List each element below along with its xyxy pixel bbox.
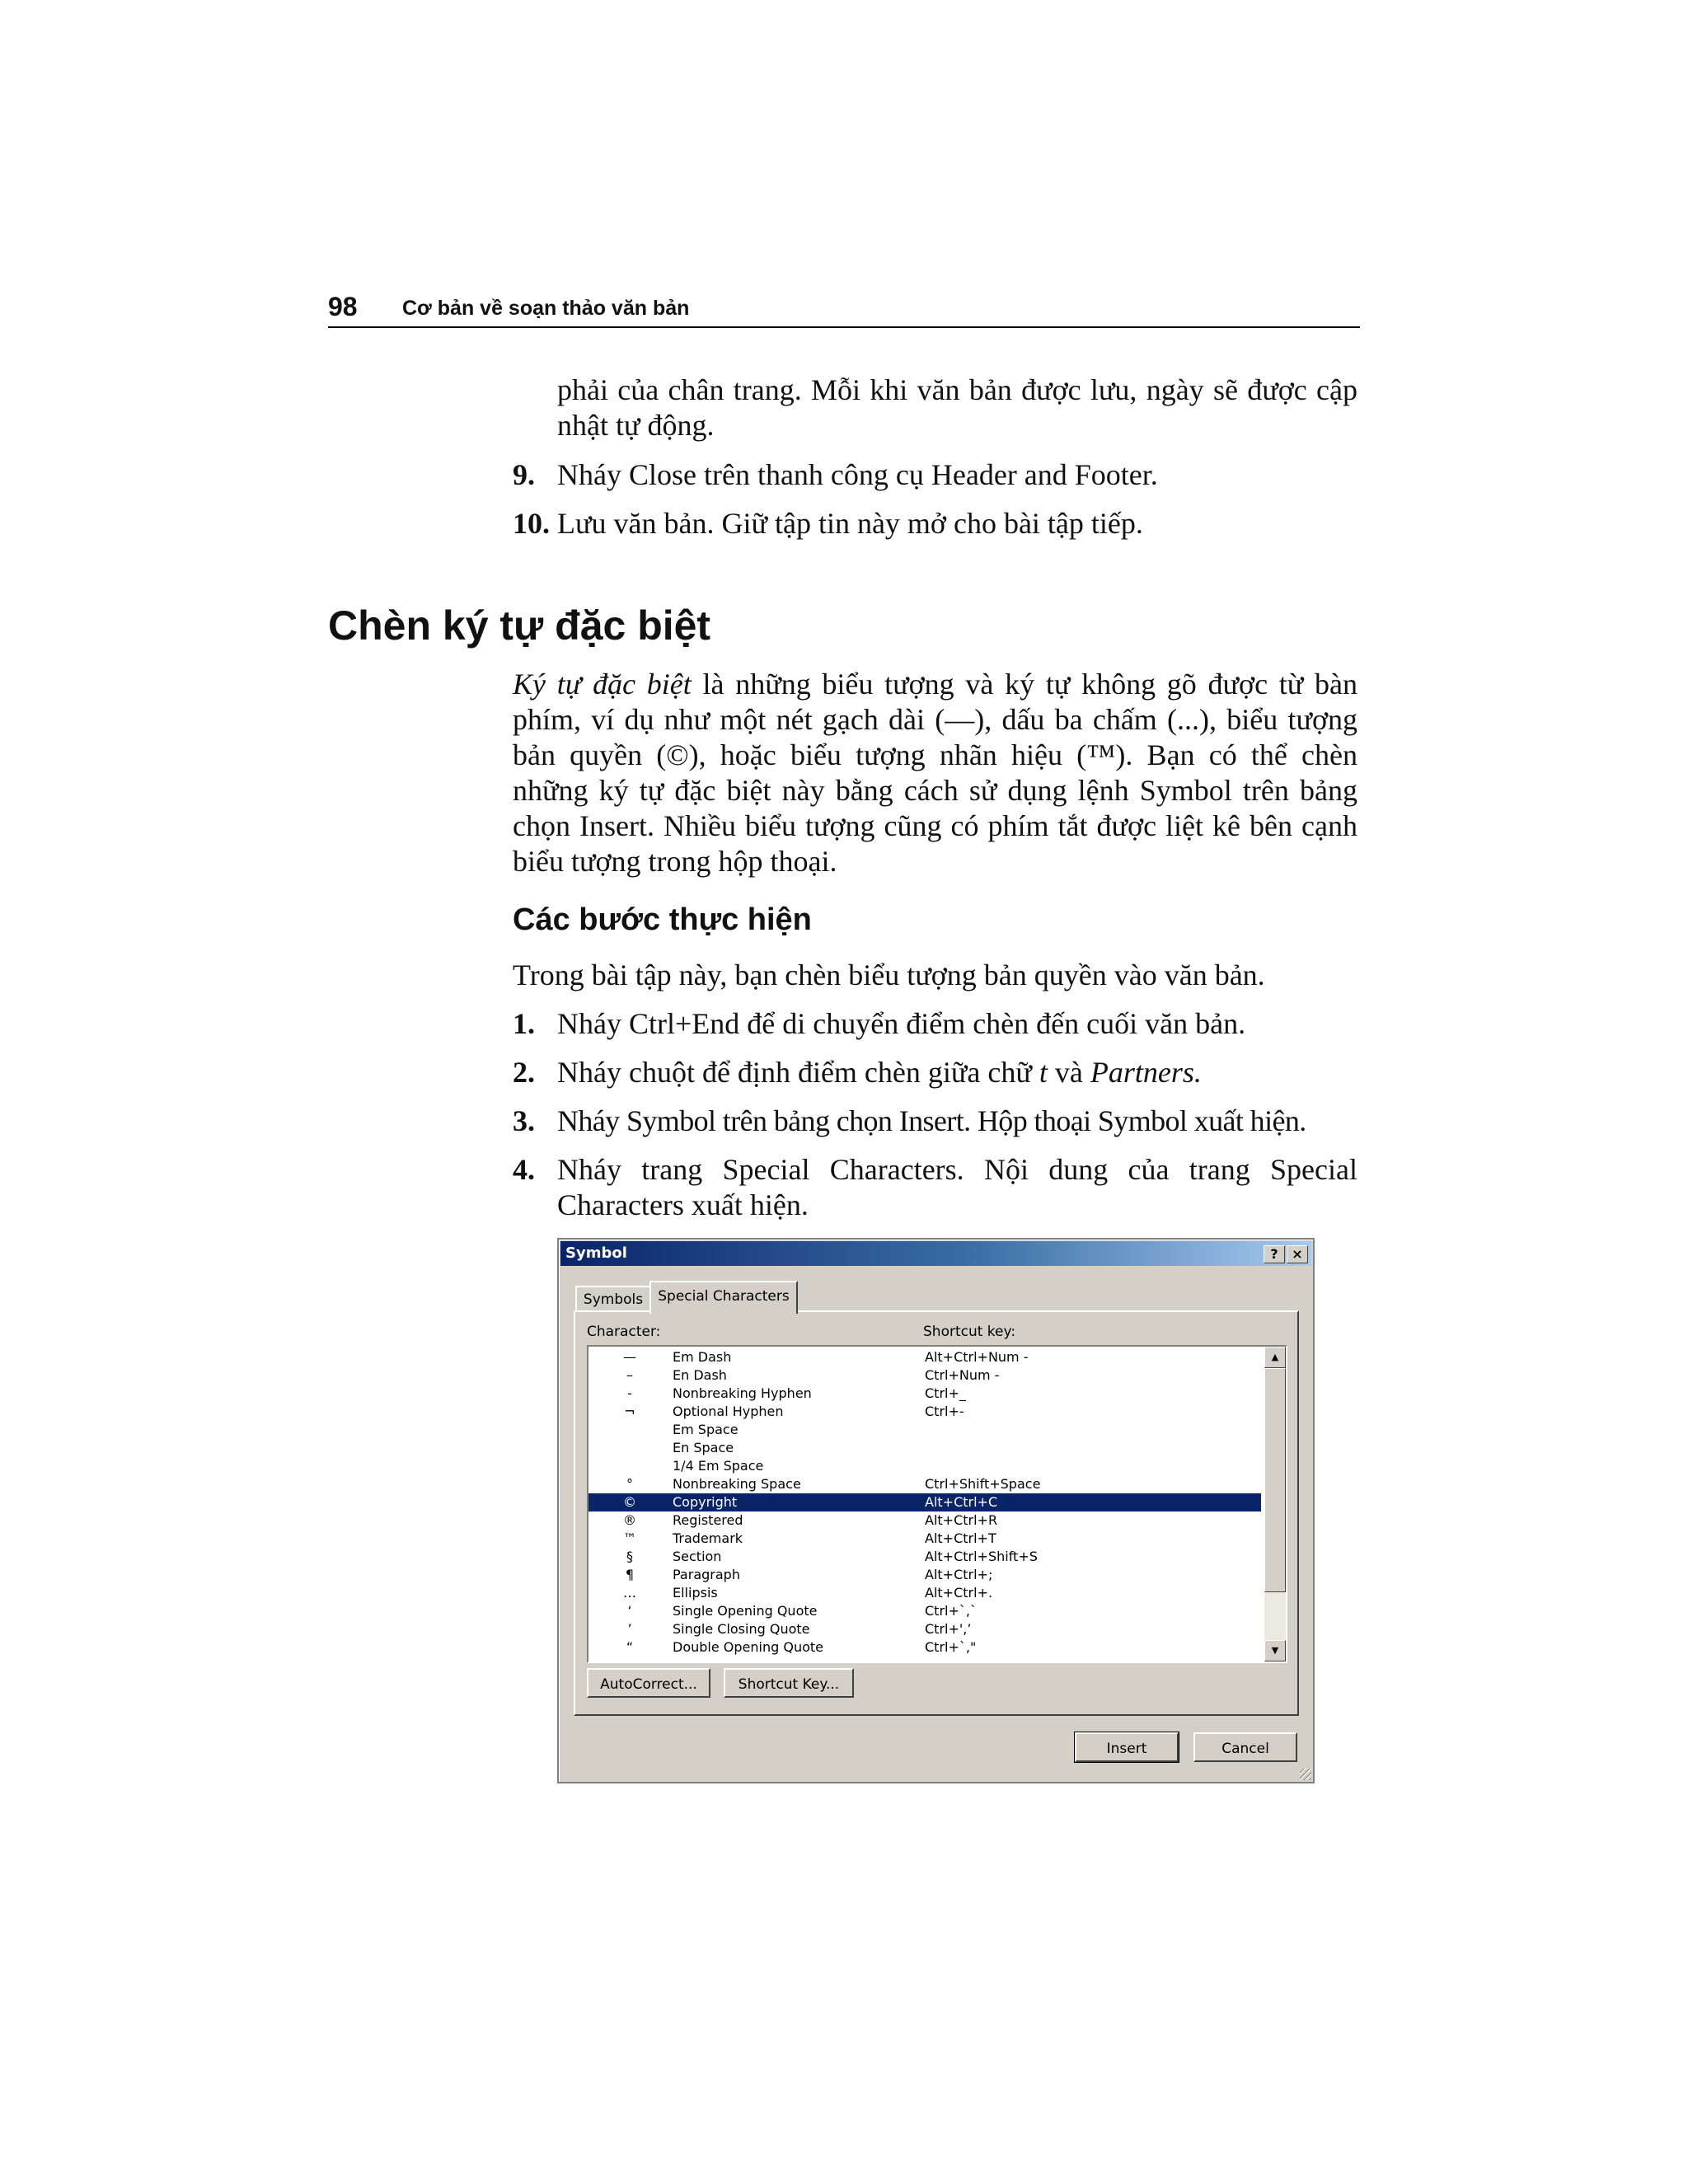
close-button[interactable]: × <box>1287 1245 1308 1263</box>
step-item <box>513 1152 1357 1223</box>
dialog-titlebar[interactable] <box>560 1241 1311 1266</box>
row-name: Double Opening Quote <box>673 1639 823 1655</box>
list-row[interactable] <box>588 1511 1261 1530</box>
list-item <box>513 457 1357 493</box>
list-row[interactable] <box>588 1493 1261 1511</box>
row-shortcut: Alt+Ctrl+; <box>925 1567 993 1582</box>
shortcut-key-button[interactable]: Shortcut Key... <box>724 1668 854 1698</box>
step-number: 4. <box>513 1153 535 1186</box>
character-label: Character: <box>587 1324 661 1340</box>
step-text-part: và <box>1047 1056 1090 1089</box>
list-row[interactable] <box>588 1530 1261 1548</box>
row-character: © <box>623 1494 636 1510</box>
row-name: Em Dash <box>673 1349 732 1365</box>
item-number: 10. <box>513 507 550 540</box>
step-item <box>513 1104 1357 1139</box>
row-name: Nonbreaking Space <box>673 1476 801 1492</box>
row-name: Paragraph <box>673 1567 740 1582</box>
cancel-button[interactable]: Cancel <box>1193 1732 1297 1762</box>
running-title: Cơ bản về soạn thảo văn bản <box>402 297 690 320</box>
row-name: Copyright <box>673 1494 738 1510</box>
scroll-up-icon[interactable]: ▲ <box>1264 1347 1286 1368</box>
list-row[interactable] <box>588 1638 1261 1657</box>
row-name: En Space <box>673 1440 734 1455</box>
list-row[interactable] <box>588 1439 1261 1457</box>
list-row[interactable] <box>588 1548 1261 1566</box>
row-character: ™ <box>623 1530 636 1546</box>
list-row[interactable] <box>588 1566 1261 1584</box>
running-header <box>328 290 1360 328</box>
tab-symbols[interactable]: Symbols <box>575 1286 651 1312</box>
step-number: 3. <box>513 1104 535 1137</box>
row-character: ’ <box>627 1621 632 1637</box>
continuation-paragraph: phải của chân trang. Mỗi khi văn bản được lưu, ngày sẽ được cập nhật tự động. <box>557 373 1357 442</box>
step-text <box>557 1055 1357 1090</box>
step-number: 1. <box>513 1007 535 1040</box>
row-shortcut: Alt+Ctrl+T <box>925 1530 996 1546</box>
row-name: Single Closing Quote <box>673 1621 810 1637</box>
row-shortcut: Alt+Ctrl+R <box>925 1512 998 1528</box>
page-number: 98 <box>328 292 358 321</box>
special-characters-pane <box>574 1310 1299 1716</box>
section-title: Chèn ký tự đặc biệt <box>328 602 711 649</box>
row-character: … <box>623 1585 636 1601</box>
step-text-italic: t <box>1039 1056 1048 1089</box>
row-shortcut: Ctrl+- <box>925 1404 964 1419</box>
row-name: Single Opening Quote <box>673 1603 818 1619</box>
step-number: 2. <box>513 1056 535 1089</box>
item-number: 9. <box>513 458 535 491</box>
list-row[interactable] <box>588 1475 1261 1493</box>
row-name: Section <box>673 1549 722 1564</box>
step-item <box>513 1006 1357 1042</box>
step-text: Nháy Symbol trên bảng chọn Insert. Hộp thoại Symbol xuất hiện. <box>557 1104 1306 1137</box>
scroll-thumb[interactable] <box>1264 1368 1286 1592</box>
help-button[interactable]: ? <box>1264 1245 1285 1263</box>
row-shortcut: Alt+Ctrl+. <box>925 1585 993 1601</box>
row-character: § <box>626 1549 633 1564</box>
intro-rest: là những biểu tượng và ký tự không gõ được từ bàn phím, ví dụ như một nét gạch dài (—), dấu ba chấm (...), biểu tượng bản quyền (©), hoặc biểu tượng nhãn hiệu (™). Bạn có thể chèn những ký tự đặc biệt này bằng cách sử dụng lệnh Symbol trên bảng chọn Insert. Nhiều biểu tượng cũng có phím tắt được liệt kê bên cạnh biểu tượng trong hộp thoại. <box>513 668 1357 878</box>
step-text: Nháy Ctrl+End để di chuyển điểm chèn đến cuối văn bản. <box>557 1007 1246 1040</box>
row-shortcut: Alt+Ctrl+Num - <box>925 1349 1029 1365</box>
scroll-down-icon[interactable]: ▼ <box>1264 1640 1286 1661</box>
row-character: ‘ <box>627 1603 632 1619</box>
row-name: 1/4 Em Space <box>673 1458 764 1474</box>
insert-button[interactable]: Insert <box>1075 1732 1179 1762</box>
item-text: Nháy Close trên thanh công cụ Header and Footer. <box>557 458 1158 491</box>
step-text-italic: Partners. <box>1090 1056 1202 1089</box>
list-row[interactable] <box>588 1620 1261 1638</box>
row-name: En Dash <box>673 1367 727 1383</box>
vertical-scrollbar[interactable] <box>1264 1347 1286 1661</box>
row-name: Trademark <box>673 1530 743 1546</box>
row-character: — <box>623 1349 636 1365</box>
step-text-part: Nháy chuột để định điểm chèn giữa chữ <box>557 1056 1039 1089</box>
row-shortcut: Ctrl+`,` <box>925 1603 977 1619</box>
row-shortcut: Alt+Ctrl+C <box>925 1494 998 1510</box>
resize-grip-icon[interactable] <box>1300 1769 1311 1780</box>
row-name: Ellipsis <box>673 1585 718 1601</box>
list-row[interactable] <box>588 1584 1261 1602</box>
row-shortcut: Ctrl+Num - <box>925 1367 1000 1383</box>
list-row[interactable] <box>588 1421 1261 1439</box>
row-name: Em Space <box>673 1422 738 1437</box>
row-character: “ <box>626 1639 634 1655</box>
row-character: – <box>626 1367 633 1383</box>
row-character: ¶ <box>625 1567 635 1582</box>
symbol-dialog <box>557 1238 1315 1783</box>
step-item <box>513 1055 1357 1090</box>
list-row[interactable] <box>588 1403 1261 1421</box>
row-shortcut: Alt+Ctrl+Shift+S <box>925 1549 1038 1564</box>
list-row[interactable] <box>588 1348 1261 1366</box>
row-character: ¬ <box>624 1404 635 1419</box>
row-shortcut: Ctrl+_ <box>925 1385 966 1401</box>
row-character: ° <box>626 1476 633 1492</box>
row-name: Optional Hyphen <box>673 1404 784 1419</box>
special-characters-list[interactable] <box>587 1345 1287 1663</box>
row-name: Nonbreaking Hyphen <box>673 1385 812 1401</box>
list-row[interactable] <box>588 1457 1261 1475</box>
subheading: Các bước thực hiện <box>513 902 812 937</box>
row-shortcut: Ctrl+`," <box>925 1639 977 1655</box>
intro-paragraph <box>513 667 1357 879</box>
autocorrect-button[interactable]: AutoCorrect... <box>587 1668 710 1698</box>
step-text: Nháy trang Special Characters. Nội dung của trang Special Characters xuất hiện. <box>557 1153 1357 1221</box>
list-row[interactable] <box>588 1385 1261 1403</box>
lead-paragraph: Trong bài tập này, bạn chèn biểu tượng bản quyền vào văn bản. <box>513 958 1265 991</box>
list-row[interactable] <box>588 1602 1261 1620</box>
shortcut-key-label: Shortcut key: <box>923 1324 1016 1340</box>
item-text: Lưu văn bản. Giữ tập tin này mở cho bài tập tiếp. <box>557 507 1143 540</box>
row-shortcut: Ctrl+Shift+Space <box>925 1476 1041 1492</box>
list-item <box>513 506 1357 541</box>
row-character: - <box>627 1385 632 1401</box>
row-name: Registered <box>673 1512 743 1528</box>
row-character: ® <box>623 1512 636 1528</box>
row-shortcut: Ctrl+',’ <box>925 1621 972 1637</box>
tab-special-characters[interactable]: Special Characters <box>649 1281 798 1314</box>
list-row[interactable] <box>588 1366 1261 1385</box>
intro-term: Ký tự đặc biệt <box>513 668 692 701</box>
dialog-title: Symbol <box>565 1244 627 1262</box>
